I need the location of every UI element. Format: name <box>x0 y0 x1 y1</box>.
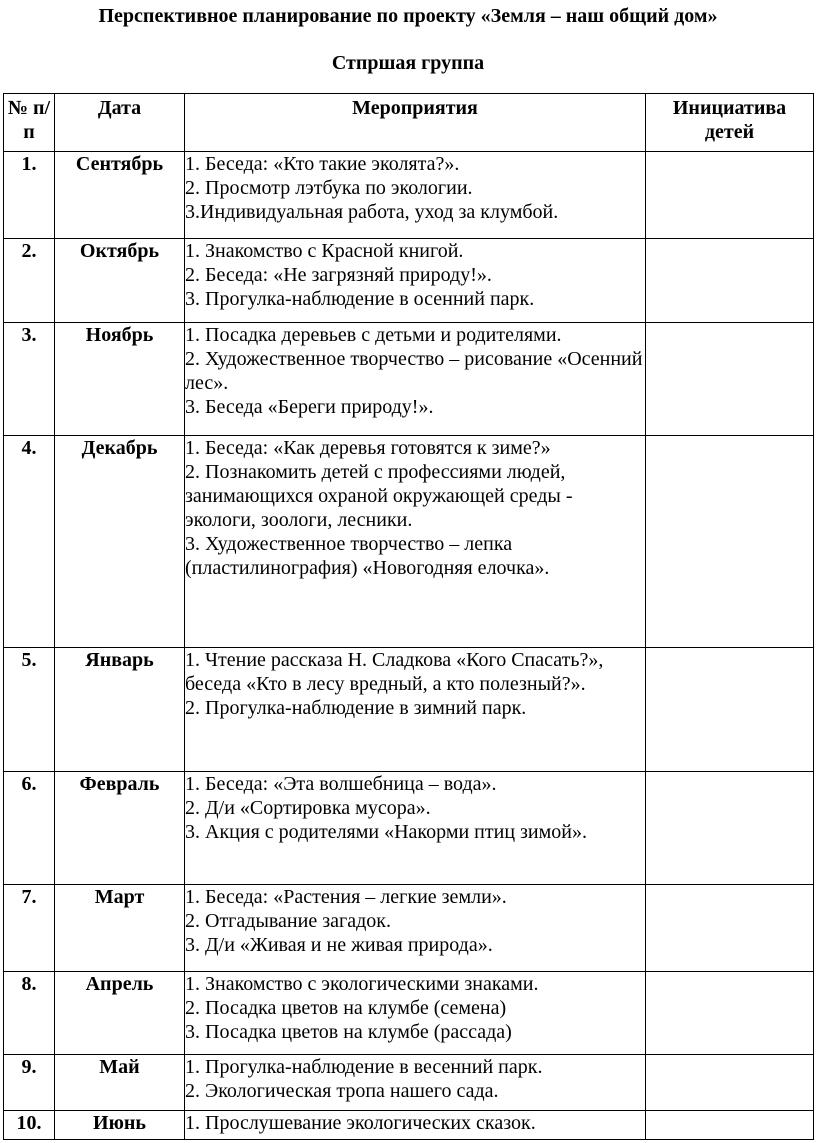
activity-item: 3. Беседа «Береги природу!». <box>185 396 434 418</box>
row-month: Январь <box>55 648 185 772</box>
row-initiative <box>646 772 814 885</box>
row-number: 8. <box>4 972 55 1055</box>
table-row <box>4 885 814 972</box>
activity-item: 2. Посадка цветов на клумбе (семена) <box>185 997 507 1019</box>
row-number: 5. <box>4 648 55 772</box>
activity-item: 1. Прогулка-наблюдение в весенний парк. <box>185 1056 543 1078</box>
row-month: Май <box>55 1055 185 1111</box>
row-activities <box>185 323 646 436</box>
row-month: Апрель <box>55 972 185 1055</box>
row-initiative <box>646 648 814 772</box>
row-month: Декабрь <box>55 436 185 648</box>
activity-item: 1. Прослушевание экологических сказок. <box>185 1112 536 1134</box>
row-activities <box>185 648 646 772</box>
activity-item: 2. Прогулка-наблюдение в зимний парк. <box>185 697 527 719</box>
table-row <box>4 648 814 772</box>
page-title: Перспективное планирование по проекту «Земля – наш общий дом» <box>98 5 718 27</box>
row-activities <box>185 1111 646 1140</box>
row-activities <box>185 772 646 885</box>
row-month: Сентябрь <box>55 152 185 239</box>
row-number: 6. <box>4 772 55 885</box>
row-initiative <box>646 885 814 972</box>
table-header-row <box>4 94 814 152</box>
column-header-num: № п/п <box>4 94 55 152</box>
row-activities <box>185 436 646 648</box>
row-month: Октябрь <box>55 239 185 323</box>
activity-item: 2. Познакомить детей с профессиями людей, занимающихся охраной окружающей среды - экологи, зоологи, лесники. <box>185 461 573 531</box>
activity-item: 3. Прогулка-наблюдение в осенний парк. <box>185 288 535 310</box>
row-initiative <box>646 436 814 648</box>
row-number: 10. <box>4 1111 55 1140</box>
activity-item: 2. Просмотр лэтбука по экологии. <box>185 177 473 199</box>
activity-item: 2. Беседа: «Не загрязняй природу!». <box>185 264 492 286</box>
activity-item: 3. Художественное творчество – лепка (пластилинография) «Новогодняя елочка». <box>185 533 550 579</box>
table-row <box>4 436 814 648</box>
activity-item: 3.Индивидуальная работа, уход за клумбой. <box>185 201 559 223</box>
table-row <box>4 972 814 1055</box>
row-activities <box>185 885 646 972</box>
row-initiative <box>646 152 814 239</box>
activity-item: 1. Беседа: «Растения – легкие земли». <box>185 886 507 908</box>
group-subtitle: Стпршая группа <box>331 52 485 74</box>
table-row <box>4 772 814 885</box>
row-initiative <box>646 972 814 1055</box>
row-month: Февраль <box>55 772 185 885</box>
activity-item: 2. Художественное творчество – рисование «Осенний лес». <box>185 348 643 394</box>
column-header-initiative: Инициатива детей <box>646 94 814 152</box>
row-number: 2. <box>4 239 55 323</box>
row-initiative <box>646 239 814 323</box>
row-initiative <box>646 1055 814 1111</box>
table-row <box>4 323 814 436</box>
row-number: 7. <box>4 885 55 972</box>
row-number: 4. <box>4 436 55 648</box>
row-initiative <box>646 323 814 436</box>
plan-table <box>3 93 814 1140</box>
table-row <box>4 239 814 323</box>
activity-item: 2. Экологическая тропа нашего сада. <box>185 1080 499 1102</box>
activity-item: 1. Беседа: «Как деревья готовятся к зиме?» <box>185 437 551 459</box>
row-activities <box>185 239 646 323</box>
row-month: Ноябрь <box>55 323 185 436</box>
table-row <box>4 1055 814 1111</box>
activity-item: 1. Знакомство с экологическими знаками. <box>185 973 539 995</box>
row-activities <box>185 1055 646 1111</box>
activity-item: 2. Д/и «Сортировка мусора». <box>185 797 431 819</box>
activity-item: 3. Акция с родителями «Накорми птиц зимой». <box>185 821 587 843</box>
activity-item: 1. Посадка деревьев с детьми и родителями. <box>185 324 562 346</box>
row-activities <box>185 972 646 1055</box>
activity-item: 1. Знакомство с Красной книгой. <box>185 240 464 262</box>
table-row <box>4 152 814 239</box>
activity-item: 1. Чтение рассказа Н. Сладкова «Кого Спасать?», беседа «Кто в лесу вредный, а кто полезный?». <box>185 649 604 695</box>
row-initiative <box>646 1111 814 1140</box>
activity-item: 2. Отгадывание загадок. <box>185 910 391 932</box>
row-month: Июнь <box>55 1111 185 1140</box>
column-header-events: Мероприятия <box>185 94 646 152</box>
row-month: Март <box>55 885 185 972</box>
column-header-date: Дата <box>55 94 185 152</box>
activity-item: 3. Посадка цветов на клумбе (рассада) <box>185 1021 512 1043</box>
activity-item: 3. Д/и «Живая и не живая природа». <box>185 934 493 956</box>
row-number: 3. <box>4 323 55 436</box>
row-number: 9. <box>4 1055 55 1111</box>
row-activities <box>185 152 646 239</box>
row-number: 1. <box>4 152 55 239</box>
table-row <box>4 1111 814 1140</box>
activity-item: 1. Беседа: «Кто такие эколята?». <box>185 153 460 175</box>
activity-item: 1. Беседа: «Эта волшебница – вода». <box>185 773 497 795</box>
